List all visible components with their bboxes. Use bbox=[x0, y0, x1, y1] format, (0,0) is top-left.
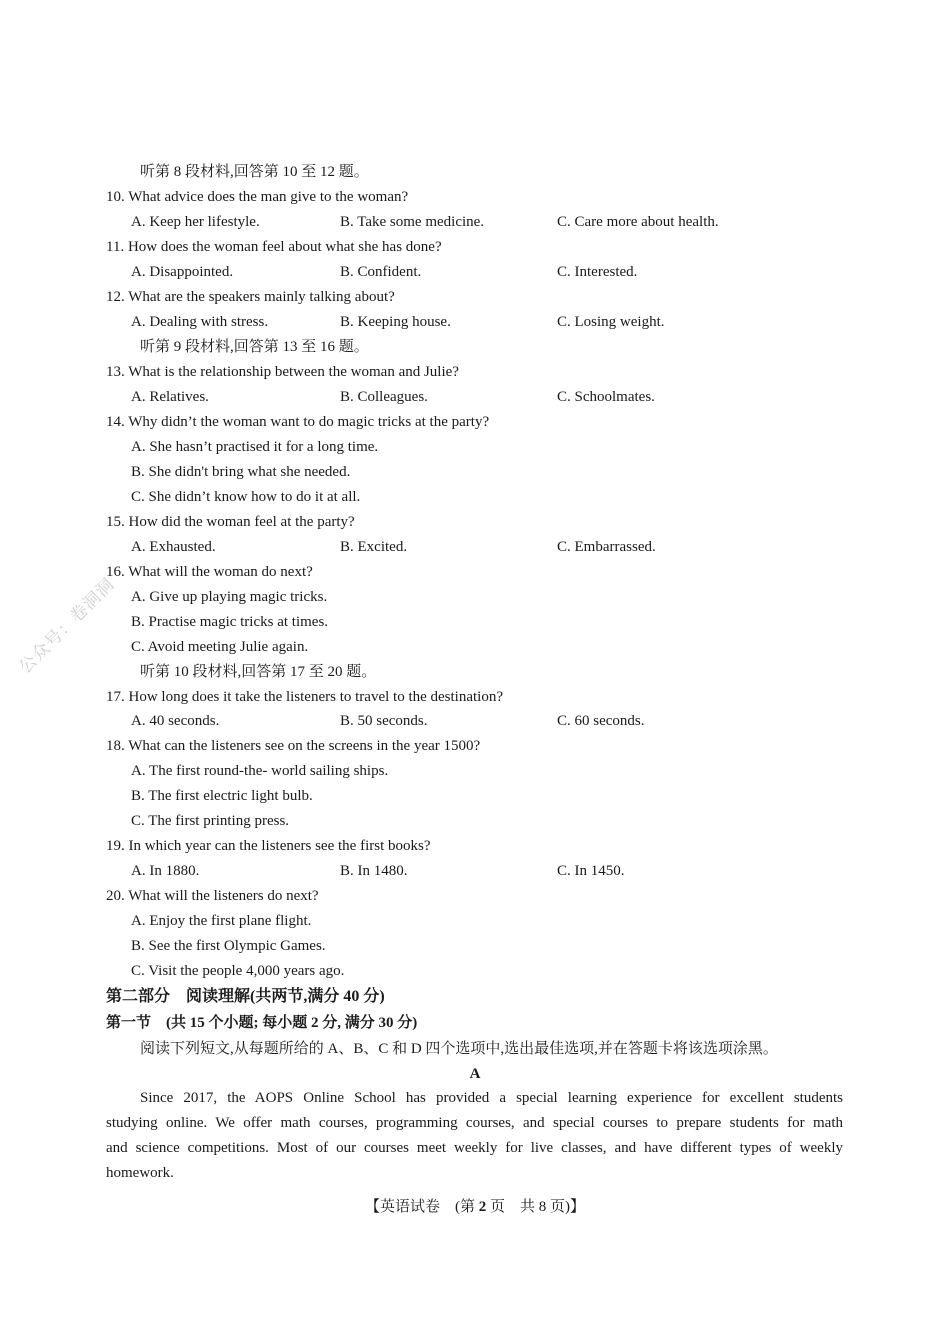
question-12: 12. What are the speakers mainly talking about? bbox=[106, 289, 395, 305]
listening-intro-9: 听第 9 段材料,回答第 13 至 16 题。 bbox=[140, 339, 369, 355]
question-15-option-b: B. Excited. bbox=[340, 539, 408, 555]
question-19-option-b: B. In 1480. bbox=[340, 863, 408, 879]
question-17-option-a: A. 40 seconds. bbox=[131, 713, 220, 729]
question-18-option-c: C. The first printing press. bbox=[131, 813, 290, 829]
question-17: 17. How long does it take the listeners to travel to the destination? bbox=[106, 689, 503, 705]
footer-mid: 页 共 bbox=[489, 1199, 535, 1215]
question-14-option-c: C. She didn’t know how to do it at all. bbox=[131, 489, 361, 505]
question-11: 11. How does the woman feel about what she has done? bbox=[106, 239, 442, 255]
question-16-option-a: A. Give up playing magic tricks. bbox=[131, 589, 328, 605]
question-19-option-c: C. In 1450. bbox=[557, 863, 625, 879]
listening-intro-10: 听第 10 段材料,回答第 17 至 20 题。 bbox=[140, 664, 377, 680]
question-16-option-c: C. Avoid meeting Julie again. bbox=[131, 639, 309, 655]
passage-label: A bbox=[469, 1066, 481, 1082]
passage-a bbox=[106, 1086, 843, 1186]
question-14-option-a: A. She hasn’t practised it for a long time. bbox=[131, 439, 379, 455]
question-18-option-a: A. The first round-the- world sailing ships. bbox=[131, 763, 389, 779]
part2-title: 第二部分 阅读理解(共两节,满分 40 分) bbox=[106, 988, 385, 1005]
passage-line: homework. bbox=[106, 1165, 174, 1181]
page-footer bbox=[0, 1197, 950, 1217]
footer-right: 页)】 bbox=[550, 1199, 585, 1215]
section1-title: 第一节 (共 15 个小题; 每小题 2 分, 满分 30 分) bbox=[106, 1015, 418, 1031]
footer-left: 【英语试卷 (第 bbox=[364, 1199, 475, 1215]
question-15-option-c: C. Embarrassed. bbox=[557, 539, 656, 555]
question-11-option-a: A. Disappointed. bbox=[131, 264, 234, 280]
question-13-option-a: A. Relatives. bbox=[131, 389, 209, 405]
question-16: 16. What will the woman do next? bbox=[106, 564, 313, 580]
question-19: 19. In which year can the listeners see the first books? bbox=[106, 838, 431, 854]
question-15: 15. How did the woman feel at the party? bbox=[106, 514, 355, 530]
question-17-option-b: B. 50 seconds. bbox=[340, 713, 428, 729]
question-13: 13. What is the relationship between the woman and Julie? bbox=[106, 364, 459, 380]
question-12-option-c: C. Losing weight. bbox=[557, 314, 665, 330]
question-17-option-c: C. 60 seconds. bbox=[557, 713, 645, 729]
question-19-option-a: A. In 1880. bbox=[131, 863, 200, 879]
question-18: 18. What can the listeners see on the screens in the year 1500? bbox=[106, 738, 481, 754]
footer-page-number: 2 bbox=[478, 1199, 487, 1215]
watermark: 公众号：卷洞洞 bbox=[15, 574, 119, 678]
question-10-option-b: B. Take some medicine. bbox=[340, 214, 485, 230]
question-14-option-b: B. She didn't bring what she needed. bbox=[131, 464, 351, 480]
footer-total-pages: 8 bbox=[538, 1199, 547, 1215]
question-20: 20. What will the listeners do next? bbox=[106, 888, 319, 904]
listening-intro-8: 听第 8 段材料,回答第 10 至 12 题。 bbox=[140, 164, 369, 180]
question-10: 10. What advice does the man give to the woman? bbox=[106, 189, 409, 205]
question-16-option-b: B. Practise magic tricks at times. bbox=[131, 614, 329, 630]
question-13-option-b: B. Colleagues. bbox=[340, 389, 428, 405]
passage-line: studying online. We offer math courses, programming courses, and special courses to prepare students for math bbox=[106, 1115, 843, 1131]
question-11-option-c: C. Interested. bbox=[557, 264, 638, 280]
question-18-option-b: B. The first electric light bulb. bbox=[131, 788, 313, 804]
question-12-option-a: A. Dealing with stress. bbox=[131, 314, 269, 330]
question-20-option-a: A. Enjoy the first plane flight. bbox=[131, 913, 312, 929]
question-10-option-a: A. Keep her lifestyle. bbox=[131, 214, 260, 230]
question-12-option-b: B. Keeping house. bbox=[340, 314, 451, 330]
question-20-option-c: C. Visit the people 4,000 years ago. bbox=[131, 963, 345, 979]
question-11-option-b: B. Confident. bbox=[340, 264, 422, 280]
question-13-option-c: C. Schoolmates. bbox=[557, 389, 655, 405]
question-10-option-c: C. Care more about health. bbox=[557, 214, 719, 230]
reading-instructions: 阅读下列短文,从每题所给的 A、B、C 和 D 四个选项中,选出最佳选项,并在答题卡将该选项涂黑。 bbox=[140, 1041, 778, 1057]
passage-line: and science competitions. Most of our courses meet weekly for live classes, and have different types of weekly bbox=[106, 1140, 843, 1156]
passage-line: Since 2017, the AOPS Online School has provided a special learning experience for excellent students bbox=[140, 1090, 843, 1106]
question-20-option-b: B. See the first Olympic Games. bbox=[131, 938, 326, 954]
question-15-option-a: A. Exhausted. bbox=[131, 539, 216, 555]
question-14: 14. Why didn’t the woman want to do magic tricks at the party? bbox=[106, 414, 490, 430]
